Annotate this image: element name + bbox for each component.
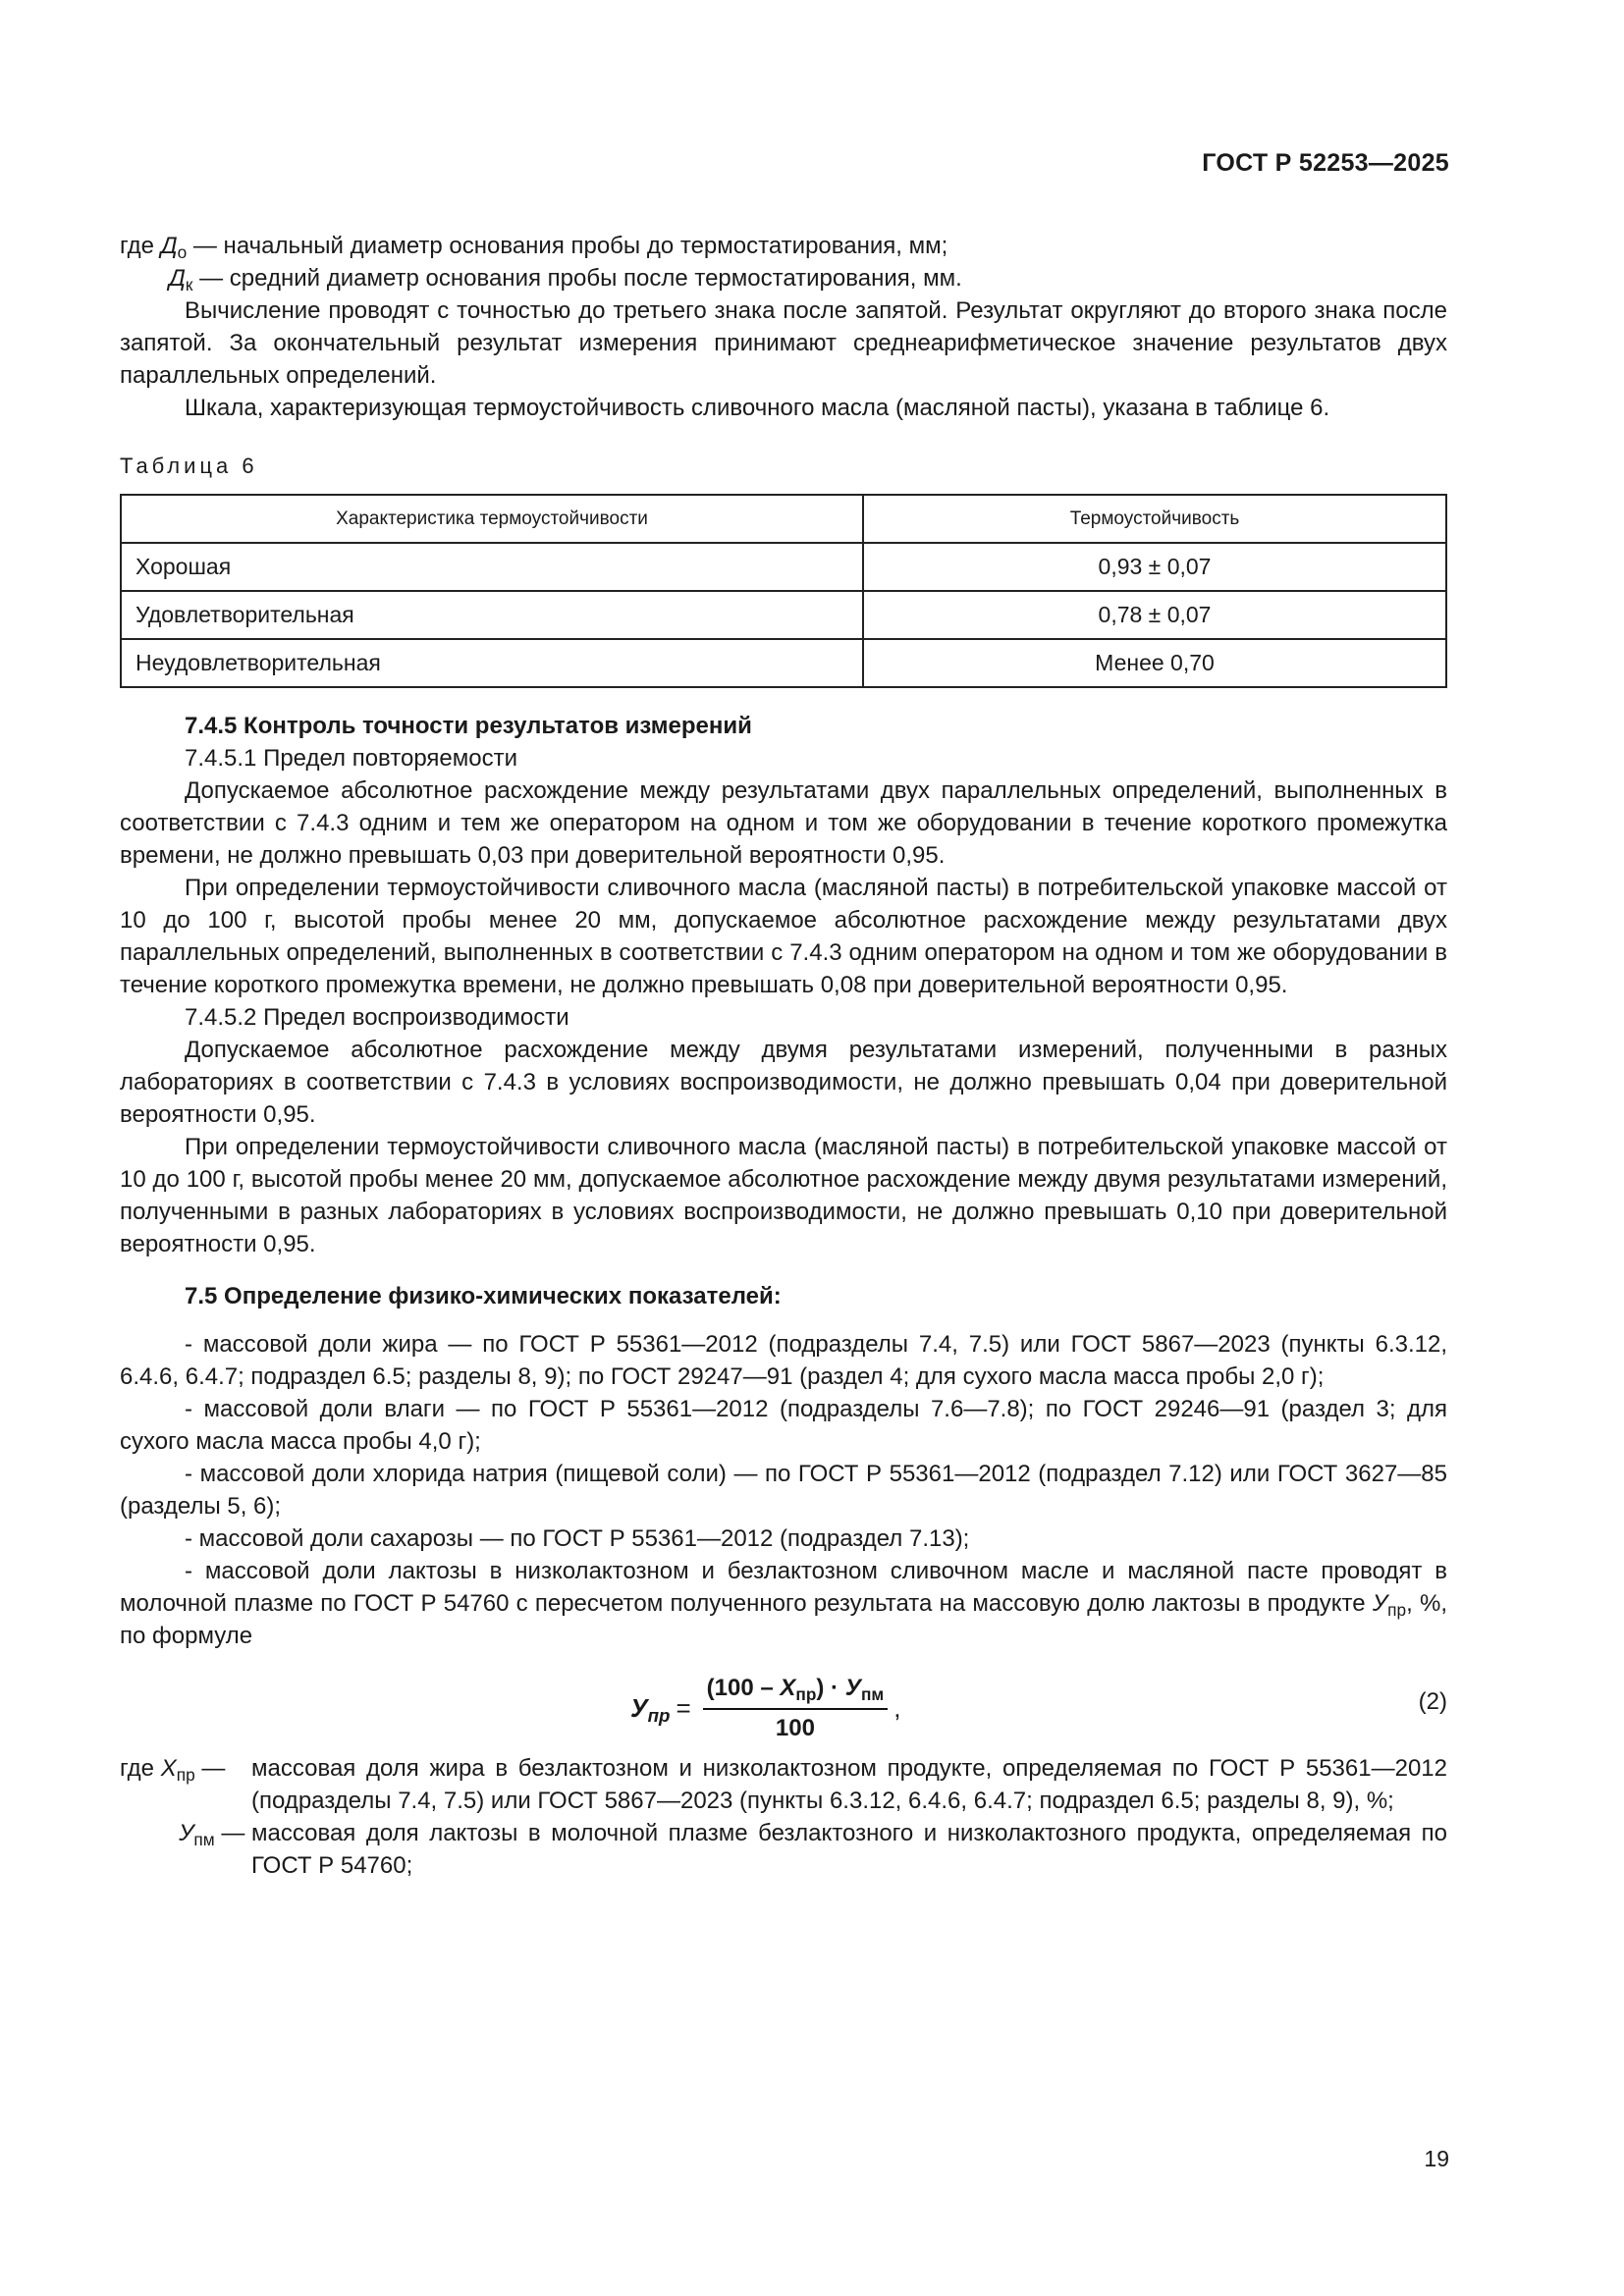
formula-denominator: 100 — [775, 1715, 815, 1741]
table-cell: Хорошая — [121, 543, 863, 591]
definition-term: где $X_{пр}$ — — [120, 1755, 226, 1785]
standard-header: ГОСТ Р 52253—2025 — [1202, 149, 1449, 177]
definition-text: массовая доля жира в безлактозном и низколактозном продукте, определяемая по ГОСТ Р 55361—2012 (подразделы 7.4, 7.5) или ГОСТ 5867—2023 (пункты 6.3.12, 6.4.6, 6.4.7; подраздел 6.5; разделы 8, 9), %; — [251, 1755, 1447, 1814]
symbol-d-subscript: о — [177, 242, 188, 262]
definition-xpr — [120, 1752, 1447, 1817]
formula-numerator: $(100 - X_{пр}) \cdot У_{пм}$ — [703, 1672, 889, 1710]
list-item-lactose: - массовой доли лактозы в низколактозном и безлактозном сливочном масле и масляной пасте проводят в молочной плазме по ГОСТ Р 54760 с пересчетом полученного результата на массовую долю лактозы в продукте $У_{пр}$, %, по формуле — [120, 1558, 1447, 1649]
table-caption: Таблица 6 — [120, 454, 258, 478]
paragraph-reproducibility-1: Допускаемое абсолютное расхождение между двумя результатами измерений, полученными в разных лабораториях в соответствии с 7.4.3 в условиях воспроизводимости, не должно превышать 0,04 при доверительной вероятности 0,95. — [120, 1037, 1447, 1128]
table-cell: Менее 0,70 — [863, 639, 1446, 687]
formula-2 — [120, 1664, 1447, 1746]
table-row — [121, 639, 1446, 687]
table-header-cell: Термоустойчивость — [863, 495, 1446, 543]
formula-definitions — [120, 1752, 1447, 1882]
paragraph-scale: Шкала, характеризующая термоустойчивость сливочного масла (масляной пасты), указана в таблице 6. — [185, 395, 1330, 421]
symbol-d: Д — [160, 233, 178, 259]
where-dk-text: — средний диаметр основания пробы после термостатирования, мм. — [199, 265, 962, 292]
subsection-heading-7-4-5-1: 7.4.5.1 Предел повторяемости — [185, 745, 518, 772]
formula-lhs: $У_{пр}$ — [630, 1692, 671, 1726]
subsection-heading-7-4-5-2: 7.4.5.2 Предел воспроизводимости — [185, 1004, 569, 1031]
table-cell: Неудовлетворительная — [121, 639, 863, 687]
table-row — [121, 543, 1446, 591]
symbol-dk: Д — [169, 265, 186, 292]
list-item: - массовой доли сахарозы — по ГОСТ Р 55361—2012 (подраздел 7.13); — [185, 1525, 970, 1552]
symbol-ypr-subscript: пр — [1387, 1600, 1407, 1620]
definition-ypm — [120, 1817, 1447, 1882]
table-header-row — [121, 495, 1446, 543]
paragraph-reproducibility-2: При определении термоустойчивости сливочного масла (масляной пасты) в потребительской упаковке массой от 10 до 100 г, высотой пробы менее 20 мм, допускаемое абсолютное расхождение между двумя результатами измерений, полученными в разных лабораториях в условиях воспроизводимости, не должно превышать 0,10 при доверительной вероятности 0,95. — [120, 1134, 1447, 1257]
page-number: 19 — [1424, 2146, 1449, 2171]
symbol-dk-subscript: к — [185, 275, 193, 294]
formula-comma: , — [893, 1692, 901, 1723]
table-header-cell: Характеристика термоустойчивости — [121, 495, 863, 543]
definition-term: $У_{пм}$ — — [179, 1820, 245, 1849]
section-heading-7-4-5: 7.4.5 Контроль точности результатов измерений — [185, 713, 752, 739]
formula-expression — [630, 1672, 900, 1744]
list-item: - массовой доли жира — по ГОСТ Р 55361—2012 (подразделы 7.4, 7.5) или ГОСТ 5867—2023 (пункты 6.3.12, 6.4.6, 6.4.7; подраздел 6.5; разделы 8, 9); по ГОСТ 29247—91 (раздел 4; для сухого масла масса пробы 2,0 г); — [120, 1331, 1447, 1390]
where-line-d0 — [120, 230, 1447, 262]
table-cell: Удовлетворительная — [121, 591, 863, 639]
where-lead: где $Д_о$ — начальный диаметр основания пробы до термостатирования, мм; — [120, 233, 948, 262]
where-line-dk — [120, 262, 1447, 294]
paragraph-calculation: Вычисление проводят с точностью до третьего знака после запятой. Результат округляют до второго знака после запятой. За окончательный результат измерения принимают среднеарифметическое значение результатов двух параллельных определений. — [120, 297, 1447, 389]
list-item: - массовой доли влаги — по ГОСТ Р 55361—2012 (подразделы 7.6—7.8); по ГОСТ 29246—91 (раздел 3; для сухого масла масса пробы 4,0 г); — [120, 1396, 1447, 1455]
thermostability-table — [120, 494, 1447, 688]
list-item: - массовой доли хлорида натрия (пищевой соли) — по ГОСТ Р 55361—2012 (подраздел 7.12) или ГОСТ 3627—85 (разделы 5, 6); — [120, 1461, 1447, 1520]
formula-fraction — [703, 1672, 889, 1744]
section-heading-7-5: 7.5 Определение физико-химических показателей: — [185, 1283, 782, 1309]
paragraph-repeatability-1: Допускаемое абсолютное расхождение между результатами двух параллельных определений, выполненных в соответствии с 7.4.3 одним и тем же оператором на одном и том же оборудовании в течение короткого промежутка времени, не должно превышать 0,03 при доверительной вероятности 0,95. — [120, 777, 1447, 869]
table-cell: 0,78 ± 0,07 — [863, 591, 1446, 639]
formula-equals: = — [676, 1692, 691, 1723]
paragraph-repeatability-2: При определении термоустойчивости сливочного масла (масляной пасты) в потребительской упаковке массой от 10 до 100 г, высотой пробы менее 20 мм, допускаемое абсолютное расхождение между результатами двух параллельных определений, выполненных в соответствии с 7.4.3 одним оператором на одном и том же оборудовании в течение короткого промежутка времени, не должно превышать 0,08 при доверительной вероятности 0,95. — [120, 875, 1447, 998]
where-d0-text: — начальный диаметр основания пробы до термостатирования, мм; — [192, 233, 948, 259]
definition-text: массовая доля лактозы в молочной плазме безлактозного и низколактозного продукта, определяемая по ГОСТ Р 54760; — [251, 1820, 1447, 1879]
formula-number: (2) — [1418, 1688, 1447, 1715]
page-content — [120, 230, 1447, 1882]
table-cell: 0,93 ± 0,07 — [863, 543, 1446, 591]
symbol-ypr: У — [1372, 1590, 1388, 1617]
table-row — [121, 591, 1446, 639]
